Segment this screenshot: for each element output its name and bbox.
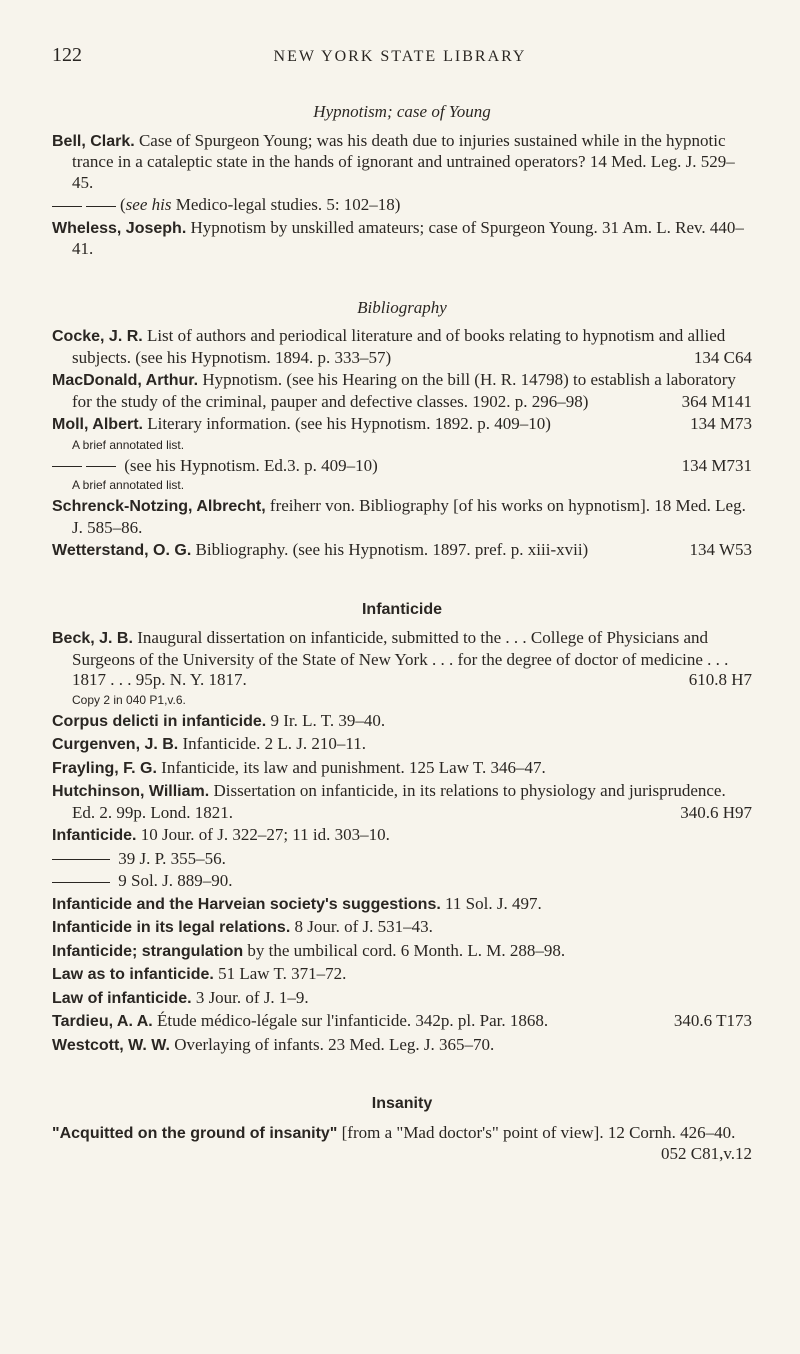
- section-heading: Bibliography: [357, 297, 447, 317]
- entry-text: Hypnotism by unskilled amateurs; case of Spurgeon Young. 31 Am. L. Rev. 440–41.: [72, 217, 744, 258]
- entry-text: 9 Ir. L. T. 39–40.: [270, 710, 386, 730]
- ditto-dash: [52, 859, 110, 860]
- entry-author: Bell, Clark.: [52, 132, 135, 150]
- entry-text: List of authors and periodical literature and of books relating to hypnotism and allied subjects. (see his Hypnotism. 1894. p. 333–57): [72, 326, 726, 367]
- entry-author: Wetterstand, O. G.: [52, 542, 192, 559]
- entry: [52, 218, 752, 260]
- entry-author: Beck, J. B.: [52, 630, 133, 647]
- entry: [52, 414, 752, 436]
- entry-author: Cocke, J. R.: [52, 328, 143, 345]
- entry-author: Tardieu, A. A.: [52, 1013, 153, 1030]
- entry-text: Bibliography. (see his Hypnotism. 1897. pref. p. xiii-xvii): [195, 540, 589, 559]
- entry-author: Infanticide.: [52, 827, 137, 844]
- entry-text: 9 Sol. J. 889–90.: [118, 871, 233, 890]
- entry: [52, 131, 752, 194]
- entry-text: Dissertation on infanticide, in its relations to physiology and jurisprudence. Ed. 2. 99p. Lond. 1821.: [72, 781, 726, 822]
- section-heading: Infanticide: [361, 600, 442, 618]
- entry: [52, 628, 752, 691]
- entry: [52, 370, 752, 412]
- page-content: [52, 88, 752, 1167]
- ditto-dash: [86, 206, 116, 207]
- entry-text: Infanticide. 2 L. J. 210–11.: [182, 734, 366, 753]
- entry: [52, 781, 752, 823]
- entry-see: see his: [125, 195, 172, 214]
- entry-text: Literary information. (see his Hypnotism. 1892. p. 409–10): [147, 414, 551, 433]
- entry-text: Medico-legal studies. 5: 102–18): [175, 195, 401, 214]
- entry-text: [from a "Mad doctor's" point of view]. 12 Cornh. 426–40.: [341, 1122, 736, 1142]
- entry: [52, 758, 752, 780]
- ditto-dash: [86, 466, 116, 467]
- entry: [52, 1011, 752, 1033]
- entry-author: Westcott, W. W.: [52, 1036, 170, 1054]
- entry: [52, 456, 752, 477]
- entry-author: "Acquitted on the ground of insanity": [52, 1124, 338, 1142]
- entry-author: Infanticide and the Harveian society's suggestions.: [52, 895, 441, 913]
- entry-note: A brief annotated list.: [72, 478, 185, 492]
- call-number: 052 C81,v.12: [661, 1144, 752, 1163]
- entry-author: Corpus delicti in infanticide.: [52, 712, 267, 730]
- entry-text: Infanticide, its law and punishment. 125 Law T. 346–47.: [161, 757, 546, 777]
- entry-note: A brief annotated list.: [72, 437, 185, 452]
- entry-text: by the umbilical cord. 6 Month. L. M. 288–98.: [247, 940, 566, 960]
- entry: [52, 988, 752, 1010]
- ditto-dash: [52, 882, 110, 883]
- entry-author: Curgenven, J. B.: [52, 736, 179, 753]
- entry: [52, 964, 752, 986]
- running-title: NEW YORK STATE LIBRARY: [273, 48, 527, 65]
- entry-text: 10 Jour. of J. 322–27; 11 id. 303–10.: [140, 825, 390, 844]
- entry: [52, 540, 752, 562]
- call-number: 134 M73: [690, 414, 752, 433]
- entry-author: Hutchinson, William.: [52, 783, 210, 800]
- ditto-dash: [52, 466, 82, 467]
- entry-author: Law as to infanticide.: [52, 966, 214, 983]
- call-number: 340.6 T173: [673, 1011, 752, 1030]
- entry-author: Frayling, F. G.: [52, 759, 157, 777]
- entry-text: 3 Jour. of J. 1–9.: [195, 987, 309, 1007]
- entry: [52, 825, 752, 847]
- call-number: 134 C64: [693, 347, 752, 367]
- page-number: 122: [52, 44, 82, 66]
- entry-text: Inaugural dissertation on infanticide, submitted to the . . . College of Physicians and Surgeons of the University of the State of New York . . . for the degree of doctor of medicine . . . 1817 . . . 95p. N. Y. 1817.: [72, 628, 729, 689]
- entry: [52, 917, 752, 939]
- entry-text: freiherr von. Bibliography [of his works on hypnotism]. 18 Med. Leg. J. 585–86.: [72, 496, 746, 537]
- entry-text: Étude médico-légale sur l'infanticide. 342p. pl. Par. 1868.: [157, 1011, 549, 1030]
- entry-author: Law of infanticide.: [52, 989, 192, 1007]
- entry-author: MacDonald, Arthur.: [52, 372, 199, 389]
- entry: (see his Medico-legal studies. 5: 102–18): [52, 195, 752, 216]
- entry: [52, 711, 752, 733]
- call-number: 134 M731: [681, 455, 752, 475]
- entry: [52, 734, 752, 756]
- entry-note: Copy 2 in 040 P1,v.6.: [72, 692, 186, 707]
- entry-text: Hypnotism. (see his Hearing on the bill (H. R. 14798) to establish a laboratory for the study of the criminal, pauper and defective classes. 1902. p. 296–98): [72, 370, 736, 411]
- call-number: 364 M141: [681, 391, 752, 411]
- entry: [52, 941, 752, 963]
- entry-author: Schrenck-Notzing, Albrecht,: [52, 498, 266, 515]
- ditto-dash: [52, 206, 82, 207]
- entry: [52, 849, 752, 870]
- entry-author: Infanticide; strangulation: [52, 942, 244, 960]
- call-number: 134 W53: [689, 540, 752, 559]
- entry: [52, 871, 752, 892]
- entry-author: Infanticide in its legal relations.: [52, 919, 291, 936]
- entry-text: 11 Sol. J. 497.: [445, 893, 542, 913]
- running-head: [0, 44, 800, 74]
- entry-author: Wheless, Joseph.: [52, 219, 187, 237]
- entry-text: 8 Jour. of J. 531–43.: [294, 917, 433, 936]
- entry-text: Case of Spurgeon Young; was his death due to injuries sustained while in the hypnotic trance in a cataleptic state in the hands of ignorant and untrained operators? 14 Med. Leg. J. 529–45.: [72, 130, 735, 192]
- entry-text: 39 J. P. 355–56.: [118, 848, 226, 868]
- section-heading: Insanity: [371, 1095, 433, 1112]
- entry-text: (see his Hypnotism. Ed.3. p. 409–10): [124, 455, 378, 475]
- entry-author: Moll, Albert.: [52, 416, 143, 433]
- entry: [52, 1123, 752, 1165]
- section-heading: Hypnotism; case of Young: [313, 102, 491, 121]
- call-number: 340.6 H97: [680, 802, 752, 822]
- entry: [52, 1035, 752, 1057]
- entry-text: Overlaying of infants. 23 Med. Leg. J. 365–70.: [174, 1034, 495, 1054]
- call-number: 610.8 H7: [688, 670, 752, 689]
- entry: [52, 894, 752, 916]
- entry: [52, 326, 752, 368]
- entry-text: 51 Law T. 371–72.: [218, 964, 347, 983]
- entry: [52, 496, 752, 538]
